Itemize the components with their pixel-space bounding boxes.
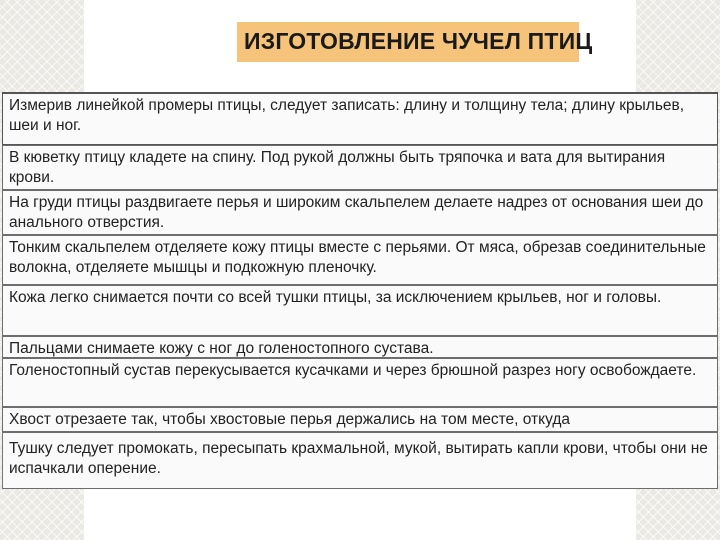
instruction-step-blot: Тушку следует промокать, пересыпать крахмальной, мукой, вытирать капли крови, чтобы они не испачкали оперение. [2, 432, 718, 489]
instruction-step-legs: Пальцами снимаете кожу с ног до голеностопного сустава. [2, 336, 718, 358]
instruction-step-tail: Хвост отрезаете так, чтобы хвостовые перья держались на том месте, откуда [2, 407, 718, 432]
instruction-step-tray: В кюветку птицу кладете на спину. Под рукой должны быть тряпочка и вата для вытирания крови. [2, 145, 718, 190]
instruction-step-measure: Измерив линейкой промеры птицы, следует записать: длину и толщину тела; длину крыльев, шеи и ног. [2, 92, 718, 145]
instruction-step-separate-skin: Тонким скальпелем отделяете кожу птицы вместе с перьями. От мяса, обрезав соединительные волокна, отделяете мышцы и подкожную пленочку. [2, 235, 718, 285]
instruction-list [2, 92, 718, 489]
instruction-step-incision: На груди птицы раздвигаете перья и широким скальпелем делаете надрез от основания шеи до анального отверстия. [2, 190, 718, 235]
instruction-step-joint: Голеностопный сустав перекусывается кусачками и через брюшной разрез ногу освобождаете. [2, 358, 718, 407]
instruction-step-remove-skin: Кожа легко снимается почти со всей тушки птицы, за исключением крыльев, ног и головы. [2, 285, 718, 336]
page-title: ИЗГОТОВЛЕНИЕ ЧУЧЕЛ ПТИЦ [244, 28, 593, 54]
